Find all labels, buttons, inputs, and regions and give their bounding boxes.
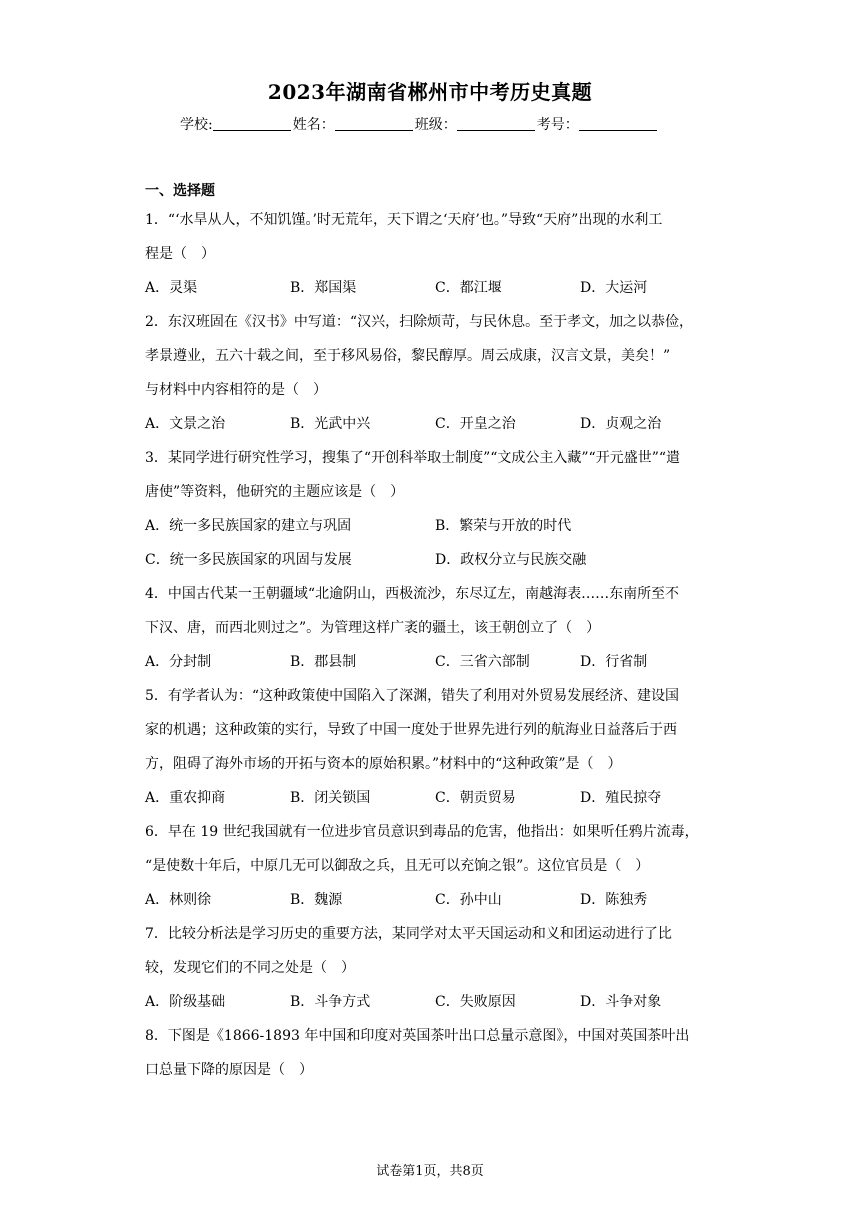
exam-number-blank[interactable] — [579, 116, 657, 131]
option-c[interactable]: C．开皇之治 — [435, 416, 516, 432]
question-text-line: 下汉、唐，而西北则过之”。为管理这样广袤的疆土，该王朝创立了（ ） — [145, 620, 601, 636]
question-text-line: 6．早在 19 世纪我国就有一位进步官员意识到毒品的危害，他指出：如果听任鸦片流毒， — [145, 824, 699, 840]
option-a[interactable]: A．灵渠 — [145, 280, 198, 296]
question-text-line: 8．下图是《1866-1893 年中国和印度对英国茶叶出口总量示意图》，中国对英国茶叶出 — [145, 1028, 690, 1044]
options-row — [145, 271, 725, 305]
option-d[interactable]: D．斗争对象 — [580, 994, 662, 1010]
option-a[interactable]: A．林则徐 — [145, 892, 212, 908]
school-blank[interactable] — [213, 116, 291, 131]
option-b[interactable]: B．郑国渠 — [290, 280, 357, 296]
option-d[interactable]: D．行省制 — [580, 654, 648, 670]
question-2 — [145, 305, 725, 441]
option-c[interactable]: C．统一多民族国家的巩固与发展 — [145, 552, 352, 568]
option-a[interactable]: A．分封制 — [145, 654, 212, 670]
option-c[interactable]: C．朝贡贸易 — [435, 790, 516, 806]
option-d[interactable]: D．贞观之治 — [580, 416, 662, 432]
option-c[interactable]: C．都江堰 — [435, 280, 502, 296]
option-d[interactable]: D．政权分立与民族交融 — [435, 552, 587, 568]
question-6 — [145, 815, 725, 917]
option-b[interactable]: B．魏源 — [290, 892, 343, 908]
question-text-line: 程是（ ） — [145, 246, 215, 262]
exam-number-label: 考号： — [536, 117, 579, 133]
question-text-line: “是使数十年后，中原几无可以御敌之兵，且无可以充饷之银”。这位官员是（ ） — [145, 858, 650, 874]
class-blank[interactable] — [457, 116, 535, 131]
student-info-line — [180, 114, 659, 134]
question-text-line: 与材料中内容相符的是（ ） — [145, 382, 327, 398]
option-d[interactable]: D．陈独秀 — [580, 892, 648, 908]
question-text-line: 1．“‘水旱从人，不知饥馑。’时无荒年，天下谓之‘天府’也。”导致“天府”出现的水利工 — [145, 212, 663, 228]
question-text-line: 2．东汉班固在《汉书》中写道：“汉兴，扫除烦苛，与民休息。至于孝文，加之以恭俭， — [145, 314, 694, 330]
option-a[interactable]: A．阶级基础 — [145, 994, 226, 1010]
options-row — [145, 781, 725, 815]
option-c[interactable]: C．失败原因 — [435, 994, 516, 1010]
question-text-line: 家的机遇；这种政策的实行，导致了中国一度处于世界先进行列的航海业日益落后于西 — [145, 722, 677, 738]
options-row — [145, 509, 725, 543]
question-text-line: 较，发现它们的不同之处是（ ） — [145, 960, 355, 976]
school-label: 学校: — [180, 117, 213, 133]
option-a[interactable]: A．统一多民族国家的建立与巩固 — [145, 518, 352, 534]
option-d[interactable]: D．殖民掠夺 — [580, 790, 662, 806]
question-list — [145, 203, 725, 1087]
options-row — [145, 645, 725, 679]
question-text-line: 唐使”等资料，他研究的主题应该是（ ） — [145, 484, 405, 500]
option-d[interactable]: D．大运河 — [580, 280, 648, 296]
class-label: 班级： — [414, 117, 457, 133]
question-text-line: 3．某同学进行研究性学习，搜集了“开创科举取士制度”“文成公主入藏”“开元盛世”“遣 — [145, 450, 681, 466]
question-1 — [145, 203, 725, 305]
option-a[interactable]: A．重农抑商 — [145, 790, 226, 806]
question-8 — [145, 1019, 725, 1087]
question-4 — [145, 577, 725, 679]
question-text-line: 孝景遵业，五六十载之间，至于移风易俗，黎民醇厚。周云成康，汉言文景，美矣！” — [145, 348, 671, 364]
option-a[interactable]: A．文景之治 — [145, 416, 226, 432]
page-footer: 试卷第1页，共8页 — [376, 1164, 484, 1179]
options-row — [145, 883, 725, 917]
question-text-line: 4．中国古代某一王朝疆域“北逾阴山，西极流沙，东尽辽左，南越海表……东南所至不 — [145, 586, 680, 602]
page-title: 2023年湖南省郴州市中考历史真题 — [267, 80, 593, 104]
option-b[interactable]: B．繁荣与开放的时代 — [435, 518, 572, 534]
question-5 — [145, 679, 725, 815]
name-label: 姓名： — [292, 117, 335, 133]
option-c[interactable]: C．孙中山 — [435, 892, 502, 908]
question-text-line: 方，阻碍了海外市场的开拓与资本的原始积累。”材料中的“这种政策”是（ ） — [145, 756, 622, 772]
question-3 — [145, 441, 725, 577]
option-b[interactable]: B．闭关锁国 — [290, 790, 371, 806]
options-row — [145, 407, 725, 441]
options-row — [145, 543, 725, 577]
option-b[interactable]: B．光武中兴 — [290, 416, 371, 432]
options-row — [145, 985, 725, 1019]
option-b[interactable]: B．斗争方式 — [290, 994, 371, 1010]
option-c[interactable]: C．三省六部制 — [435, 654, 530, 670]
name-blank[interactable] — [335, 116, 413, 131]
question-text-line: 口总量下降的原因是（ ） — [145, 1062, 313, 1078]
section-title: 一、选择题 — [145, 183, 215, 199]
question-text-line: 5．有学者认为：“这种政策使中国陷入了深渊，错失了利用对外贸易发展经济、建设国 — [145, 688, 680, 704]
question-text-line: 7．比较分析法是学习历史的重要方法，某同学对太平天国运动和义和团运动进行了比 — [145, 926, 672, 942]
option-b[interactable]: B．郡县制 — [290, 654, 357, 670]
question-7 — [145, 917, 725, 1019]
